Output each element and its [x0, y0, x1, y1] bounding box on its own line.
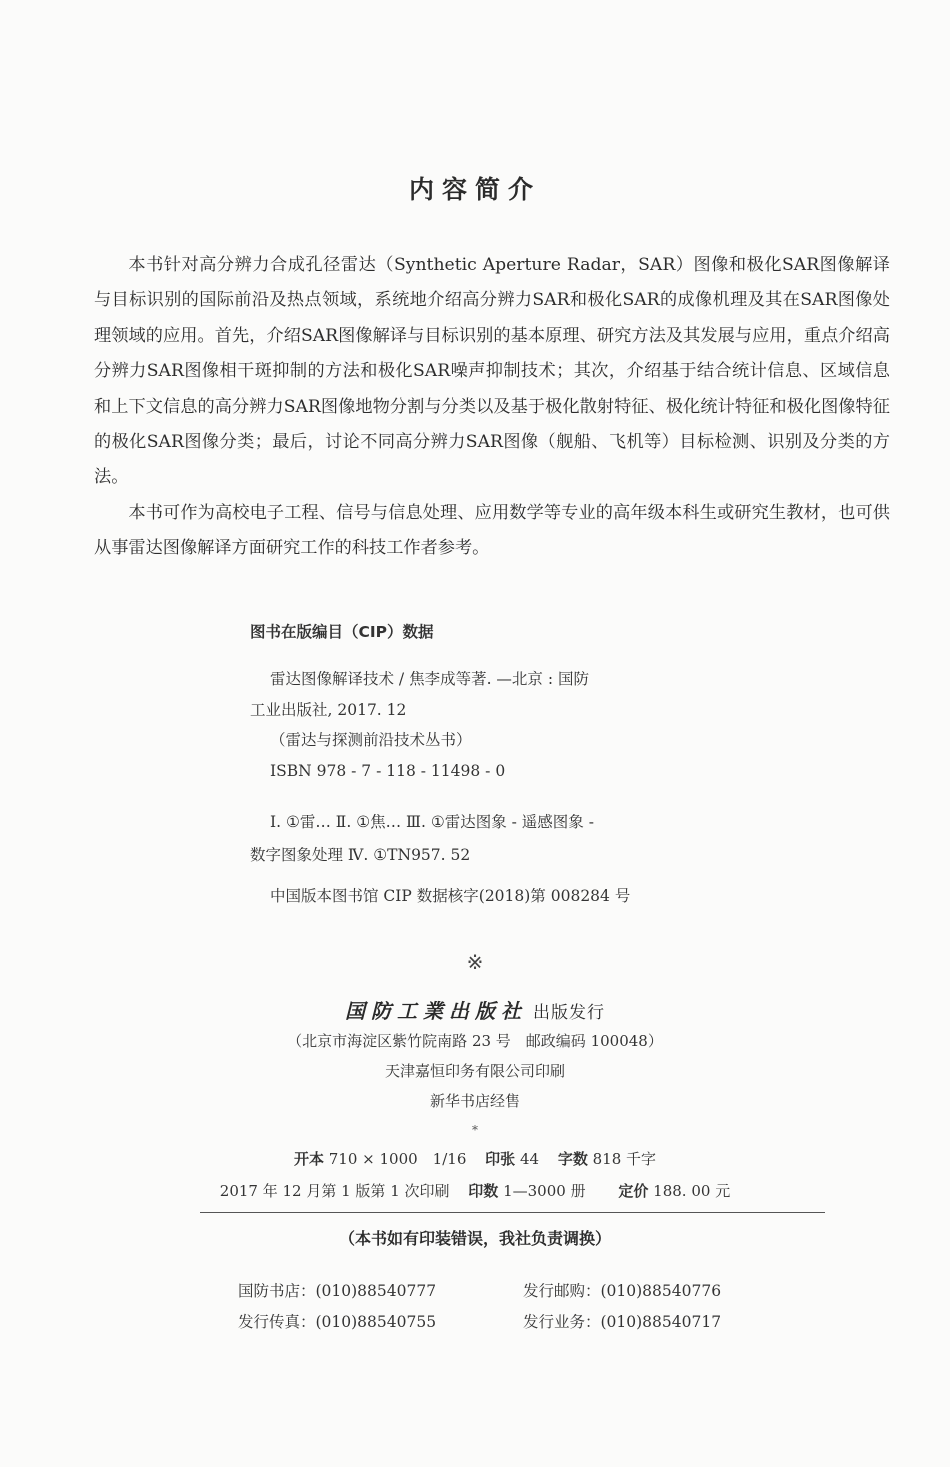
- price-label: 定价: [618, 1182, 649, 1200]
- format-value: 710 × 1000 1/16: [328, 1150, 467, 1168]
- seller-line: 新华书店经售: [429, 1092, 520, 1110]
- cip-approval-text: 中国版本图书馆 CIP 数据核字(2018)第 008284 号: [270, 887, 631, 905]
- contact-distribution: 发行业务：(010)88540717: [523, 1312, 722, 1331]
- publisher-logo: 国防工業出版社: [344, 999, 527, 1023]
- cip-record: [250, 664, 810, 786]
- cip-classification: [250, 806, 810, 872]
- cip-line-series: （雷达与探测前沿技术丛书）: [270, 731, 472, 749]
- contact-row: [238, 1305, 838, 1336]
- cip-header: 图书在版编目（CIP）数据: [250, 623, 434, 641]
- printing-info: [0, 1180, 950, 1201]
- misprint-notice: （本书如有印装错误，我社负责调换）: [338, 1229, 611, 1248]
- words-value: 818 千字: [592, 1150, 657, 1168]
- publisher-line: [0, 995, 950, 1024]
- cip-line-title: 雷达图像解译技术 / 焦李成等著. —北京 : 国防: [270, 670, 590, 688]
- contact-bookstore: 国防书店：(010)88540777: [238, 1281, 437, 1300]
- book-specs: [0, 1148, 950, 1169]
- contact-fax: 发行传真：(010)88540755: [238, 1312, 437, 1331]
- content-summary: [94, 248, 890, 567]
- price-value: 188. 00 元: [653, 1182, 731, 1200]
- format-label: 开本: [293, 1150, 324, 1168]
- copies-value: 1—3000 册: [503, 1182, 586, 1200]
- cip-line-isbn: ISBN 978 - 7 - 118 - 11498 - 0: [270, 761, 506, 780]
- publisher-suffix: 出版发行: [533, 1003, 606, 1023]
- cip-line-approval: [250, 884, 810, 906]
- divider-line: [200, 1212, 825, 1213]
- sheets-value: 44: [519, 1150, 540, 1168]
- separator-mark: ※: [466, 950, 484, 974]
- contact-row: [238, 1274, 838, 1305]
- contact-mail-order: 发行邮购：(010)88540776: [523, 1281, 722, 1300]
- cip-line-subjects: Ⅰ. ①雷… Ⅱ. ①焦… Ⅲ. ①雷达图象 - 遥感图象 -: [270, 813, 594, 831]
- copies-label: 印数: [468, 1182, 499, 1200]
- summary-paragraph-2: 本书可作为高校电子工程、信号与信息处理、应用数学等专业的高年级本科生或研究生教材，也可供从事雷达图像解译方面研究工作的科技工作者参考。: [94, 502, 890, 559]
- edition-text: 2017 年 12 月第 1 版第 1 次印刷: [219, 1182, 450, 1200]
- words-label: 字数: [557, 1150, 588, 1168]
- page-title: 内容简介: [408, 175, 541, 204]
- printer-line: 天津嘉恒印务有限公司印刷: [384, 1062, 565, 1080]
- small-mark: *: [472, 1123, 478, 1137]
- publisher-address: （北京市海淀区紫竹院南路 23 号 邮政编码 100048）: [287, 1032, 663, 1050]
- cip-line-publisher: 工业出版社, 2017. 12: [250, 700, 407, 719]
- summary-paragraph-1: 本书针对高分辨力合成孔径雷达（Synthetic Aperture Radar，SAR）图像和极化SAR图像解译与目标识别的国际前沿及热点领域，系统地介绍高分辨力SAR和极化SAR的成像机理及其在SAR图像处理领域的应用。首先，介绍SAR图像解译与目标识别的基本原理、研究方法及其发展与应用，重点介绍高分辨力SAR图像相干斑抑制的方法和极化SAR噪声抑制技术；其次，介绍基于结合统计信息、区域信息和上下文信息的高分辨力SAR图像地物分割与分类以及基于极化散射特征、极化统计特征和极化图像特征的极化SAR图像分类；最后，讨论不同高分辨力SAR图像（舰船、飞机等）目标检测、识别及分类的方法。: [94, 255, 890, 488]
- sheets-label: 印张: [485, 1150, 516, 1168]
- contact-table: [238, 1274, 838, 1336]
- cip-line-class-number: 数字图象处理 Ⅳ. ①TN957. 52: [250, 846, 471, 864]
